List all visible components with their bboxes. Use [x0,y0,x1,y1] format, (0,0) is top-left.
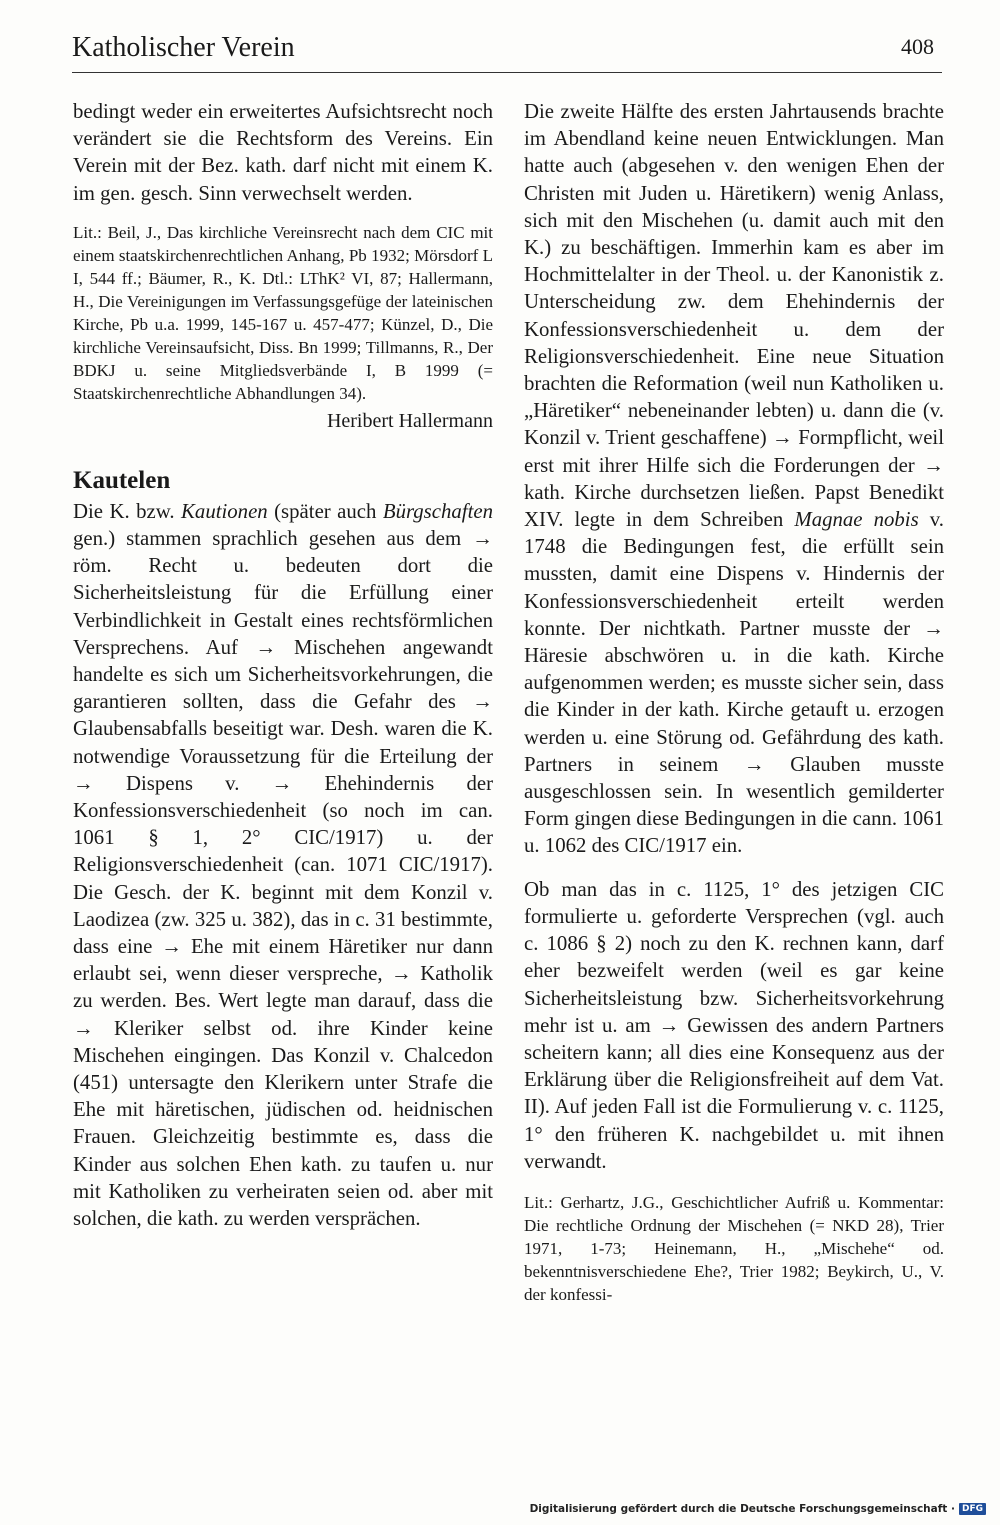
intro-paragraph: bedingt weder ein erweitertes Aufsichtsrecht noch verändert sie die Rechtsform des Vereins. Ein Verein mit der Bez. kath. darf nicht mit einem K. im gen. gesch. Sinn verwechselt werden. [73,100,493,205]
literature-list: Lit.: Beil, J., Das kirchliche Vereinsrecht nach dem CIC mit einem staatskirchenrechtlichen Anhang, Pb 1932; Mörsdorf L I, 544 ff.; Bäumer, R., K. Dtl.: LThK² VI, 87; Hallermann, H., Die Vereinigungen im Verfassungsgefüge der lateinischen Kirche, Pb u.a. 1999, 145-167 u. 457-477; Künzel, D., Die kirchliche Vereinsaufsicht, Diss. Bn 1999; Tillmanns, R., Der BDKJ u. seine Mitgliedsverbände I, B 1999 (= Staatskirchenrechtliche Abhandlungen 34). [73,222,493,403]
left-column [73,98,493,1232]
italic-term: Bürgschaften [382,499,493,523]
dfg-logo: DFG [959,1503,986,1515]
text-run: Die K. bzw. [73,499,182,523]
digitization-footer [530,1503,986,1515]
entry-heading: Kautelen [73,466,171,494]
text-run: v. 1748 die Bedingungen fest, die erfüllt sein mussten, damit eine Dispens v. Hindernis der Konfessionsverschiedenheit erteilt werden konnte. Der nichtkath. Partner musste der → Häresie abschwören u. in die kath. Kirche aufgenommen werden; es musste sicher sein, dass die Kinder in der kath. Kirche getauft u. erzogen werden u. eine Störung od. Gefährdung des kath. Partners in seinem → Glauben musste ausgeschlossen sein. In wesentlich gemilderter Form gingen diese Bedingungen in die cann. 1061 u. 1062 des CIC/1917 ein. [524,508,944,858]
text-run: (später auch [267,499,383,523]
author-signature: Heribert Hallermann [326,409,493,432]
page-header [72,30,942,73]
literature-list: Lit.: Gerhartz, J.G., Geschichtlicher Aufriß u. Kommentar: Die rechtliche Ordnung der Mischehen (= NKD 28), Trier 1971, 1-73; Heinemann, H., „Mischehe“ od. bekenntnisverschiedene Ehe?, Trier 1982; Beykirch, U., V. der konfessi- [524,1192,944,1304]
right-column [524,98,944,1306]
footer-text: Digitalisierung gefördert durch die Deutsche Forschungsgemeinschaft · [529,1503,955,1515]
kautelen-paragraph [73,498,493,1232]
italic-term: Kautionen [181,499,268,523]
text-run: Die zweite Hälfte des ersten Jahrtausends brachte im Abendland keine neuen Entwicklungen. Man hatte auch (abgesehen v. den wenigen Ehen der Christen mit Juden u. Häretikern) wenig Anlass, sich mit den Mischehen (u. damit auch mit den K.) zu beschäftigen. Immerhin kam es aber im Hochmittelalter in der Theol. u. der Kanonistik z. Unterscheidung zw. dem Ehehindernis der Konfessionsverschiedenheit u. dem der Religionsverschiedenheit. Eine neue Situation brachten die Reformation (weil nun Katholiken u. „Häretiker“ nebeneinander lebten) u. dann die (v. Konzil v. Trient geschaffene) → Formpflicht, weil erst mit ihrer Hilfe sich die Forderungen der → kath. Kirche durchsetzen ließen. Papst Benedikt XIV. legte in dem Schreiben [524,100,944,532]
text-run: gen.) stammen sprachlich gesehen aus dem → röm. Recht u. bedeuten dort die Sicherheitsleistung für die Erfüllung einer Verbindlichkeit in Gestalt eines rechtsförmlichen Versprechens. Auf → Mischehen angewandt handelte es sich um Sicherheitsvorkehrungen, die garantieren sollten, dass die Gefahr des → Glaubensabfalls beseitigt war. Desh. waren die K. notwendige Voraussetzung für die Erteilung der → Dispens v. → Ehehindernis der Konfessionsverschiedenheit (so noch im can. 1061 § 1, 2° CIC/1917) u. der Religionsverschiedenheit (can. 1071 CIC/1917). Die Gesch. der K. beginnt mit dem Konzil v. Laodizea (zw. 325 u. 382), das in c. 31 bestimmte, dass eine → Ehe mit einem Häretiker nur dann erlaubt sei, wenn dieser verspreche, → Katholik zu werden. Bes. Wert legte man darauf, dass die → Kleriker selbst od. ihre Kinder keine Mischehen eingingen. Das Konzil v. Chalcedon (451) untersagte den Klerikern unter Strafe die Ehe mit häretischen, jüdischen od. heidnischen Frauen. Gleichzeitig bestimmte es, dass die Kinder aus solchen Ehen kath. zu taufen u. nur mit Katholiken zu verheiraten seien od. aber mit solchen, die kath. zu werden versprächen. [73,527,493,1231]
running-head-title: Katholischer Verein [72,32,295,63]
italic-term: Magnae nobis [794,508,919,532]
current-law-paragraph: Ob man das in c. 1125, 1° des jetzigen CIC formulierte u. geforderte Versprechen (vgl. auch c. 1086 § 2) noch zu den K. rechnen kann, darf eher bezweifelt werden (weil es gar keine Sicherheitsleistung bzw. Sicherheitsvorkehrung mehr ist u. am → Gewissen des andern Partners scheitern kann; all dies eine Konsequenz aus der Erklärung über die Religionsfreiheit auf dem Vat. II). Auf jeden Fall ist die Formulierung v. c. 1125, 1° den früheren K. nachgebildet u. mit ihnen verwandt. [524,877,944,1173]
history-paragraph [524,98,944,860]
page-number: 408 [901,34,934,59]
